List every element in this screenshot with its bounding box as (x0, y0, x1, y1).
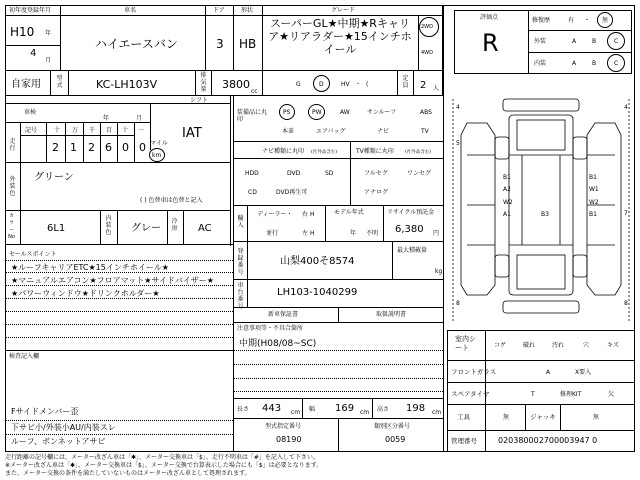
import-right-h: H (310, 211, 315, 218)
diagram-side-num-3: 5 (456, 140, 460, 147)
sales-point-2: ★マニュアルエアコン★フロアマット★サイドバイザー★ (11, 276, 214, 285)
max-load-label: 最大積載量 (397, 247, 428, 254)
color-no-value: 6L1 (47, 223, 66, 234)
type-designation-label: 型式指定番号 (265, 423, 302, 430)
import-right: 右 (302, 211, 309, 218)
tv-title: TV種類に丸印 (356, 148, 394, 155)
glass-label: フロントガラス (451, 368, 497, 376)
capacity-label: 定員 (402, 75, 409, 89)
diagram-side-num-6: 8 (624, 300, 628, 307)
mileage-unit-mile: マイル (150, 140, 168, 147)
equip-aw: AW (340, 109, 350, 116)
digit-header-1: 万 (72, 127, 79, 134)
shape-value: HB (239, 37, 257, 51)
displacement-unit: cc (251, 88, 258, 95)
capacity-value: 2 (420, 80, 427, 91)
inspection-label: 車検 (24, 109, 37, 116)
width-value: 169 (335, 403, 355, 414)
diagram-part-w1: W1 (589, 186, 599, 193)
displacement-value: 3800 (222, 78, 250, 91)
equip-tv: TV (421, 128, 429, 135)
import-left-h: H (310, 230, 315, 237)
manual-label: 取扱説明書 (376, 311, 407, 318)
interior-seat-label: 室内シート (455, 335, 476, 352)
import-dealer: ディーラー・ (257, 211, 293, 218)
tools-value: 無 (503, 414, 510, 421)
seat-burn: コゲ (494, 342, 507, 349)
eval-label: 評価点 (480, 14, 499, 21)
spare-none: 欠 (608, 391, 615, 398)
exterior-color-note: ( ) 色替車は色替と記入 (140, 197, 203, 204)
mileage-digit-3: 6 (105, 141, 112, 154)
import-label: 輸入 (237, 215, 244, 229)
inspection-year-unit: 年 (103, 115, 110, 122)
fuel-d: D (319, 81, 324, 88)
height-value: 198 (406, 403, 426, 414)
repair-label: 修復歴 (532, 17, 551, 24)
seat-scratch: キズ (607, 342, 619, 349)
shift-label: シフト (190, 97, 209, 104)
chassis-value: LH103-1040299 (277, 287, 358, 298)
caution-label: 注意事項等・不具合箇所 (237, 325, 304, 332)
equip-abs: ABS (420, 109, 432, 116)
import-left: 左 (302, 230, 309, 237)
navi-dvd: DVD (287, 170, 301, 177)
shift-value: IAT (182, 126, 202, 141)
jack-label: ジャッキ (530, 413, 556, 421)
height-label: 高さ (377, 406, 390, 413)
recycle-label: リサイクル預託金 (387, 209, 435, 216)
exterior-b: B (592, 38, 597, 45)
seat-stain: 汚れ (552, 342, 565, 349)
fuel-paren: ( (366, 81, 369, 88)
interior-c: C (614, 60, 619, 67)
digit-header-2: 千 (89, 127, 96, 134)
spare-label: スペアタイヤ (451, 390, 490, 398)
diagram-part-b1-left: B1 (503, 174, 511, 181)
eval-score: R (482, 29, 499, 57)
diagram-side-num-1: 4 (456, 104, 460, 111)
equip-airbag: エアバッグ (316, 128, 346, 135)
exterior-color-label: 外装色 (9, 176, 16, 197)
registration-label: 登録番号 (237, 248, 244, 276)
exterior-color-value: グリーン (34, 172, 74, 183)
recycle-unit: 円 (433, 230, 440, 237)
first-reg-month-unit: 月 (45, 57, 52, 64)
caution-value: 中期(H08/08~SC) (239, 339, 317, 349)
repair-no: 無 (602, 17, 609, 24)
inspector-notes-label: 検査記入欄 (9, 353, 40, 360)
navi-sd: SD (325, 170, 334, 177)
model-year-unknown: 不明 (366, 230, 379, 237)
recycle-value: 6,380 (395, 224, 424, 235)
equip-ps: PS (283, 109, 291, 116)
width-label: 幅 (309, 406, 316, 413)
shape-label: 形状 (241, 7, 254, 14)
mileage-digit-2: 2 (88, 141, 95, 154)
seat-hole: 穴 (583, 342, 590, 349)
interior-a: A (572, 60, 577, 67)
digit-header-3: 百 (106, 127, 113, 134)
exterior-c: C (614, 38, 619, 45)
interior-label: 内装 (534, 60, 547, 67)
model-year-label: モデル年式 (334, 209, 364, 216)
diagram-part-w2-left: W2 (503, 199, 513, 206)
tv-sub: (社外品含む) (405, 150, 432, 155)
navi-title: ナビ種類に丸印 (262, 148, 305, 155)
diagram-part-b3: B3 (541, 211, 549, 218)
exterior-a: A (572, 38, 577, 45)
navi-hdd: HDD (245, 170, 259, 177)
color-no-label: カラーNo (8, 213, 15, 240)
digit-header-4: 十 (122, 127, 129, 134)
tv-analog: アナログ (364, 189, 389, 196)
registration-value: 山梨400そ8574 (280, 256, 355, 267)
equip-leather: 本革 (282, 128, 295, 135)
glass-x: X要入 (575, 369, 592, 376)
exterior-label: 外装 (534, 38, 547, 45)
diagram-part-a1: A1 (503, 211, 511, 218)
inspector-note-2: 下サビ小/外装小AU/内装スレ (11, 423, 116, 432)
sales-point-3: ★パワーウィンドウ★ドリンクホルダー★ (11, 289, 160, 298)
navi-sub: (社外品含む) (311, 150, 338, 155)
diagram-side-num-4: 7 (624, 210, 628, 217)
capacity-unit: 人 (433, 85, 440, 92)
ac-value: AC (198, 223, 212, 234)
first-reg-label: 初年度登録年月 (9, 7, 52, 14)
diagram-part-w2-right: W2 (589, 199, 599, 206)
width-unit: cm (360, 409, 370, 416)
length-unit: cm (291, 409, 301, 416)
interior-color-label: 内装色 (105, 215, 112, 236)
mileage-digit-4: 0 (122, 141, 129, 154)
fuel-dot: ・ (355, 81, 362, 88)
inspector-note-3: ルーフ、ボンネットアサビ (11, 437, 106, 446)
class-label: 類別区分番号 (374, 423, 411, 430)
equip-navi: ナビ (377, 128, 390, 135)
grade-label: グレード (331, 7, 356, 14)
sales-point-1: ★ルーフキャリアETC★15インチホイール★ (11, 263, 169, 272)
diagram-body (509, 115, 573, 295)
first-reg-month: 4 (30, 48, 37, 59)
glass-a: A (546, 369, 551, 376)
drive-2wd: 2WD (421, 24, 433, 30)
diagram-part-b1-right: B1 (589, 174, 597, 181)
type-label: 型式 (56, 75, 63, 89)
equip-sunroof: サンルーフ (367, 109, 397, 116)
sales-points-label: セールスポイント (9, 251, 57, 258)
mgmt-label: 管理番号 (451, 437, 477, 445)
footer-line-3: また、メーター交換の条件を満たしていないものはメーター改ざん車として処理されます。 (5, 470, 251, 477)
repair-yes: 有 (568, 17, 575, 24)
tv-fullseg: フルセグ (364, 170, 388, 177)
height-unit: cm (432, 409, 442, 416)
diagram-part-a2: A2 (503, 186, 511, 193)
digit-header-0: 十 (54, 127, 61, 134)
mileage-digit-1: 1 (70, 141, 77, 154)
tv-oneseg: ワンセグ (407, 170, 432, 177)
footer-line-2: ※メーター改ざん車は「✱」、メーター交換車は「$」、メーター交換で台算表示した場合にも「$」は必要となります。 (5, 462, 323, 469)
interior-color-value: グレー (131, 223, 161, 234)
inspection-month-unit: 月 (136, 115, 143, 122)
equip-pw: PW (312, 109, 322, 116)
diagram-part-b1-bottom: B1 (589, 211, 597, 218)
fuel-g: G (296, 81, 301, 88)
inspector-note-1: Fサイドメンバー歪 (11, 407, 79, 416)
import-parallel: 並行 (266, 230, 279, 237)
warranty-book-label: 新車保証書 (268, 311, 299, 318)
seat-tear: 破れ (523, 342, 536, 349)
tools-label: 工具 (457, 413, 470, 421)
mileage-digit-5: 0 (139, 141, 146, 154)
mgmt-value: 020380002700003947 0 (498, 436, 598, 445)
displacement-label: 排気量 (200, 72, 207, 93)
usage-value: 自家用 (11, 79, 41, 90)
model-year-unit: 年 (350, 230, 357, 237)
ac-label: 冷房 (171, 218, 178, 232)
mileage-unit-km: km (152, 152, 162, 159)
mileage-digit-0: 2 (52, 141, 59, 154)
grade-value: スーパーGL★中期★Rキャリア★リアラダー★15インチホイール (268, 17, 412, 56)
mileage-digit-sign: 記号 (25, 127, 38, 134)
spare-kit: 修理KIT (560, 391, 582, 398)
length-label: 長さ (237, 406, 250, 413)
type-designation-value: 08190 (276, 435, 302, 444)
equipment-title: 装備品に丸印 (237, 109, 268, 123)
length-value: 443 (262, 403, 282, 414)
digit-header-5: 一 (138, 127, 145, 134)
diagram-side-num-5: 8 (456, 300, 460, 307)
diagram-side-num-2: 4 (624, 104, 628, 111)
max-load-unit: kg (435, 268, 443, 275)
mileage-label: 走行 (9, 138, 16, 152)
navi-dvd-play: DVD再生可 (276, 189, 308, 196)
footer-line-1: 走行距離の記号欄には、メーター改ざん車は「✱」、メーター交換車は「$」、走行不明車は「#」を記入して下さい。 (5, 454, 319, 461)
first-reg-year: H10 (10, 25, 35, 39)
jack-value: 無 (593, 414, 600, 421)
navi-cd: CD (248, 189, 257, 196)
fuel-hv: HV (341, 81, 350, 88)
door-label: ドア (213, 7, 225, 14)
doors-value: 3 (216, 37, 224, 51)
repair-sep: ・ (584, 17, 591, 24)
drive-4wd: 4WD (421, 50, 433, 56)
type-value: KC-LH103V (96, 78, 158, 91)
chassis-label: 車台番号 (237, 282, 244, 310)
car-name-label: 車名 (124, 7, 137, 14)
spare-t: T (531, 391, 535, 398)
interior-b: B (592, 60, 597, 67)
vehicle-damage-diagram (447, 95, 635, 325)
class-value: 0059 (385, 435, 406, 444)
first-reg-year-unit: 年 (45, 30, 52, 37)
car-name-value: ハイエースバン (95, 37, 178, 51)
